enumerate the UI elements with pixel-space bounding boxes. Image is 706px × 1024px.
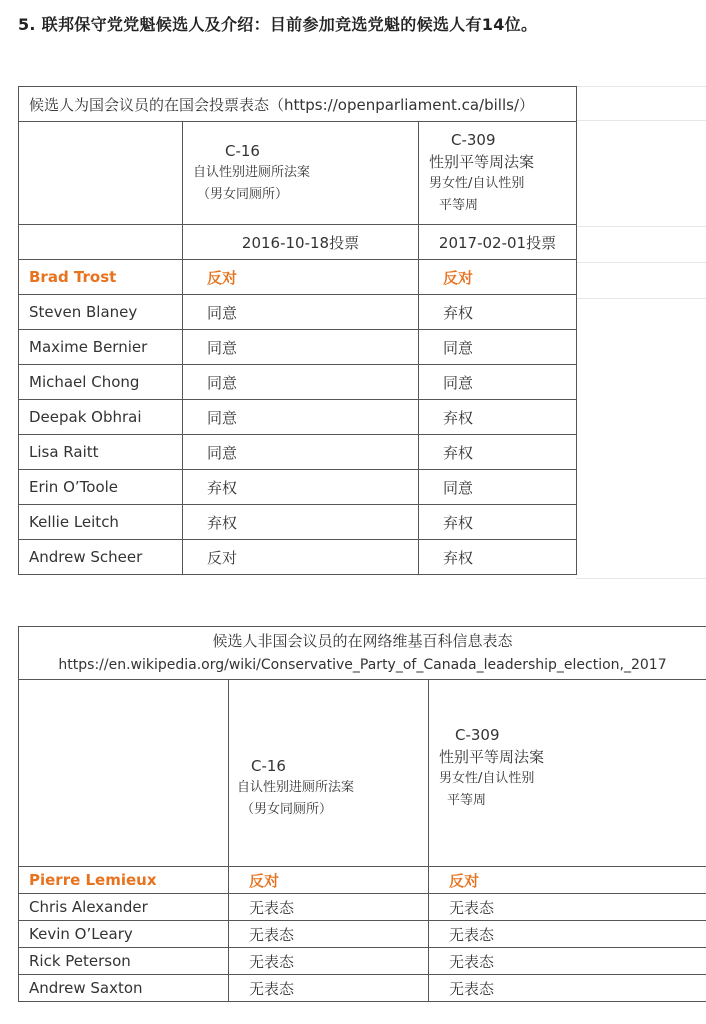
- candidate-name: Kevin O’Leary: [19, 921, 229, 948]
- bill-note: 平等周: [447, 793, 487, 808]
- gridline: [576, 578, 706, 579]
- table-caption: [19, 627, 706, 680]
- stance-c309: 无表态: [429, 921, 706, 948]
- vote-c309: 弃权: [419, 295, 577, 330]
- vote-c309: 同意: [419, 330, 577, 365]
- vote-c16: 反对: [183, 260, 419, 295]
- bill-desc: 男女性/自认性别: [429, 176, 525, 191]
- vote-c16: 同意: [183, 295, 419, 330]
- candidate-name: Maxime Bernier: [19, 330, 183, 365]
- bill-title: 性别平等周法案: [429, 153, 535, 171]
- vote-c16: 弃权: [183, 470, 419, 505]
- gridline: [576, 86, 706, 87]
- candidate-name: Chris Alexander: [19, 894, 229, 921]
- candidate-name: Erin O’Toole: [19, 470, 183, 505]
- stance-c16: 无表态: [229, 894, 429, 921]
- stance-c309: 反对: [429, 867, 706, 894]
- bill-note: （男女同厕所）: [197, 187, 289, 202]
- gridline: [576, 120, 706, 121]
- gridline: [576, 262, 706, 263]
- vote-c309: 同意: [419, 365, 577, 400]
- header-empty-cell: [19, 122, 183, 225]
- bill-desc: 自认性别进厕所法案: [237, 780, 355, 795]
- candidate-name: Andrew Saxton: [19, 975, 229, 1002]
- candidate-name: Michael Chong: [19, 365, 183, 400]
- bill-title: 性别平等周法案: [439, 748, 545, 766]
- vote-c309: 弃权: [419, 400, 577, 435]
- table-caption: 候选人为国会议员的在国会投票表态（https://openparliament.ca/bills/）: [19, 87, 577, 122]
- vote-c309: 同意: [419, 470, 577, 505]
- stance-c309: 无表态: [429, 948, 706, 975]
- vote-date-c16: 2016-10-18投票: [183, 225, 419, 260]
- candidate-name: Kellie Leitch: [19, 505, 183, 540]
- stance-c16: 无表态: [229, 921, 429, 948]
- candidate-name: Andrew Scheer: [19, 540, 183, 575]
- candidate-name: Deepak Obhrai: [19, 400, 183, 435]
- bill-desc: 男女性/自认性别: [439, 771, 535, 786]
- stance-c16: 无表态: [229, 948, 429, 975]
- vote-c309: 弃权: [419, 540, 577, 575]
- candidate-name: Pierre Lemieux: [19, 867, 229, 894]
- date-empty-cell: [19, 225, 183, 260]
- candidate-name: Brad Trost: [19, 260, 183, 295]
- header-empty-cell: [19, 680, 229, 867]
- bill-note: 平等周: [439, 198, 479, 213]
- bill-desc: 自认性别进厕所法案: [193, 165, 311, 180]
- vote-c309: 反对: [419, 260, 577, 295]
- caption-title: 候选人非国会议员的在网络维基百科信息表态: [212, 632, 513, 650]
- vote-c16: 同意: [183, 365, 419, 400]
- vote-c16: 同意: [183, 435, 419, 470]
- candidate-name: Rick Peterson: [19, 948, 229, 975]
- candidate-name: Steven Blaney: [19, 295, 183, 330]
- bill-c309-header: [419, 122, 577, 225]
- wikipedia-stance-table: [18, 626, 706, 1002]
- bill-note: （男女同厕所）: [241, 802, 333, 817]
- vote-c16: 反对: [183, 540, 419, 575]
- vote-c16: 同意: [183, 400, 419, 435]
- vote-c309: 弃权: [419, 435, 577, 470]
- candidate-name: Lisa Raitt: [19, 435, 183, 470]
- bill-code: C-16: [225, 142, 260, 160]
- section-heading: 5. 联邦保守党党魁候选人及介绍：目前参加竞选党魁的候选人有14位。: [18, 15, 538, 34]
- vote-c16: 同意: [183, 330, 419, 365]
- bill-c16-header: [183, 122, 419, 225]
- stance-c16: 反对: [229, 867, 429, 894]
- bill-c16-header: [229, 680, 429, 867]
- bill-code: C-16: [251, 757, 286, 775]
- parliament-vote-table: [18, 86, 577, 575]
- vote-date-c309: 2017-02-01投票: [419, 225, 577, 260]
- caption-url: https://en.wikipedia.org/wiki/Conservative_Party_of_Canada_leadership_election,_2017: [58, 657, 667, 673]
- stance-c309: 无表态: [429, 975, 706, 1002]
- vote-c16: 弃权: [183, 505, 419, 540]
- bill-c309-header: [429, 680, 706, 867]
- bill-code: C-309: [451, 131, 496, 149]
- stance-c309: 无表态: [429, 894, 706, 921]
- bill-code: C-309: [455, 726, 500, 744]
- vote-c309: 弃权: [419, 505, 577, 540]
- stance-c16: 无表态: [229, 975, 429, 1002]
- gridline: [576, 226, 706, 227]
- gridline: [576, 298, 706, 299]
